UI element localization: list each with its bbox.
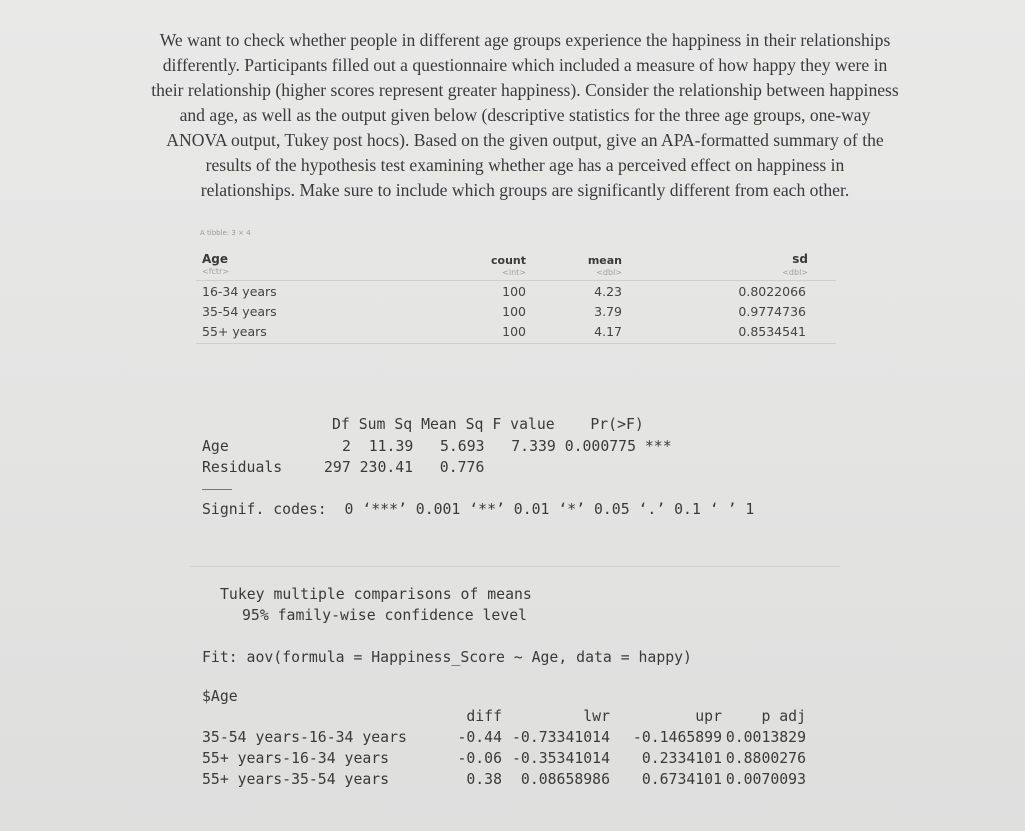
row-sd: 0.9774736 [738,304,806,319]
col-type-age: <fctr> [202,267,230,276]
tukey-upr: 0.2334101 [641,750,722,767]
col-header-sd: sd [792,252,808,266]
row-count: 100 [502,284,526,299]
table-row [202,750,806,771]
question-line: results of the hypothesis test examining whether age has a perceived effect on happiness in [205,155,845,175]
row-age: 16-34 years [202,284,277,299]
tukey-lwr: 0.08658986 [520,771,610,788]
tukey-comparison: 55+ years-35-54 years [202,771,390,788]
col-header-age: Age [202,252,229,266]
col-header-mean: mean [587,254,622,267]
row-age: 35-54 years [202,304,277,319]
row-mean: 3.79 [594,304,622,319]
col-type-sd: <dbl> [782,268,808,277]
tukey-header-comparison [202,708,442,729]
section-divider [190,566,840,567]
question-line: We want to check whether people in different age groups experience the happiness in their relationships [159,30,891,50]
table-bottom-divider [196,343,836,344]
question-line: relationships. Make sure to include which groups are significantly different from each other. [200,180,850,200]
tukey-diff: 0.38 [466,771,502,788]
row-age: 55+ years [202,324,267,339]
anova-header: Df Sum Sq Mean Sq F value Pr(>F) [332,416,644,433]
descriptives-table [196,248,836,344]
row-mean: 4.17 [594,324,622,339]
tukey-comparison: 35-54 years-16-34 years [202,729,407,746]
tukey-comparison: 55+ years-16-34 years [202,750,390,767]
question-text [100,28,950,203]
header-divider [196,280,836,281]
tukey-padj: 0.0013829 [725,729,806,746]
tukey-title: Tukey multiple comparisons of means [220,586,532,603]
row-count: 100 [502,304,526,319]
tukey-diff: -0.06 [457,750,502,767]
question-line: differently. Participants filled out a questionnaire which included a measure of how happy they were in [162,55,888,75]
tukey-term: $Age [202,688,238,705]
anova-row-values-residuals: 297 230.41 0.776 [324,459,485,476]
question-line: ANOVA output, Tukey post hocs). Based on the given output, give an APA-formatted summary of the [166,130,884,150]
tukey-lwr: -0.73341014 [512,729,610,746]
tukey-padj: 0.8800276 [725,750,806,767]
tukey-header-lwr: lwr [583,708,610,725]
tukey-header-diff: diff [466,708,502,725]
question-line: and age, as well as the output given below (descriptive statistics for the three age groups, one-way [179,105,871,125]
table-row [202,771,806,792]
tukey-header-upr: upr [695,708,722,725]
anova-separator [202,489,232,490]
row-mean: 4.23 [594,284,622,299]
anova-row-values-age: 2 11.39 5.693 7.339 0.000775 *** [342,438,672,455]
row-count: 100 [502,324,526,339]
anova-row-label-age: Age [202,438,229,455]
table-row [202,729,806,750]
tukey-diff: -0.44 [457,729,502,746]
col-type-count: <int> [502,268,526,277]
row-sd: 0.8534541 [738,324,806,339]
question-line: their relationship (higher scores represent greater happiness). Consider the relationship between happiness [151,80,899,100]
tukey-table [202,708,806,792]
tukey-header-row [202,708,806,729]
tukey-upr: -0.1465899 [632,729,722,746]
tukey-fit: Fit: aov(formula = Happiness_Score ~ Age, data = happy) [202,649,692,666]
tukey-header-padj: p adj [761,708,806,725]
tukey-padj: 0.0070093 [725,771,806,788]
col-header-count: count [491,254,526,267]
signif-codes: Signif. codes: 0 ‘***’ 0.001 ‘**’ 0.01 ‘*’ 0.05 ‘.’ 0.1 ‘ ’ 1 [202,501,755,518]
tukey-upr: 0.6734101 [641,771,722,788]
anova-row-label-residuals: Residuals [202,459,283,476]
anova-output [190,400,830,530]
tibble-meta: A tibble: 3 × 4 [200,229,251,237]
row-sd: 0.8022066 [738,284,806,299]
tukey-lwr: -0.35341014 [512,750,610,767]
col-type-mean: <dbl> [596,268,622,277]
tukey-confidence: 95% family-wise confidence level [242,607,528,624]
